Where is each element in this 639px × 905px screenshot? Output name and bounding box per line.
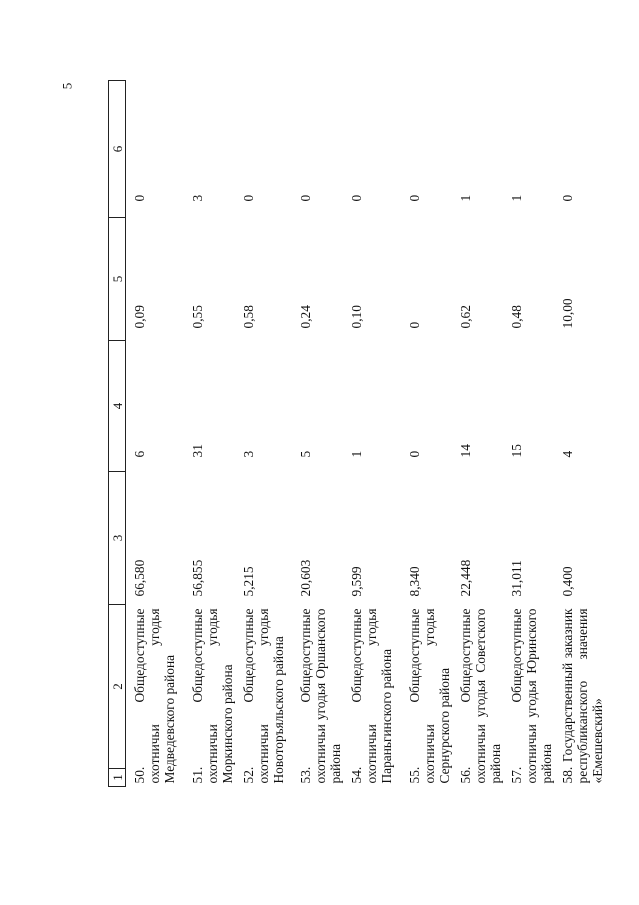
cell-col6: 0 (240, 194, 256, 202)
cell-col5: 0 (406, 321, 422, 329)
cell-col5: 0,62 (457, 305, 473, 329)
row-index: 54. (348, 766, 364, 784)
cell-col6: 0 (297, 194, 313, 202)
table-row (126, 81, 184, 787)
row-name: Общедоступные охотничьи угодья Параньгинского района (348, 608, 394, 784)
cell-col6: 0 (348, 194, 364, 202)
cell-col4: 3 (240, 450, 256, 458)
cell-col4: 14 (457, 444, 473, 458)
table-row (503, 81, 554, 787)
row-name: Государственный заказник республиканского значения «Емешевский» (559, 608, 605, 784)
cell-col4: 31 (189, 444, 205, 458)
cell-col6: 0 (559, 194, 575, 202)
cell-col5: 0,10 (348, 305, 364, 329)
cell-col3: 31,011 (508, 560, 524, 597)
cell-col3: 20,603 (297, 559, 313, 597)
row-index: 57. (508, 766, 524, 784)
table-row (343, 81, 401, 787)
cell-col4: 0 (406, 450, 422, 458)
table-row (235, 81, 292, 787)
column-header-3: 3 (109, 472, 126, 605)
table-row (292, 81, 343, 787)
page-number: 5 (59, 82, 75, 90)
row-name: Общедоступные охотничьи угодья Советского района (457, 608, 503, 784)
row-index: 53. (297, 766, 313, 784)
row-name: Общедоступные охотничьи угодья Оршанского района (297, 608, 343, 784)
row-index: 56. (457, 766, 473, 784)
cell-col3: 9,599 (348, 566, 364, 597)
column-header-2: 2 (109, 605, 126, 769)
cell-col3: 66,580 (132, 559, 147, 597)
cell-col3: 56,855 (189, 559, 205, 597)
cell-col6: 0 (406, 194, 422, 202)
cell-col4: 6 (132, 450, 147, 458)
row-index: 51. (189, 766, 205, 784)
row-name: Общедоступные охотничьи угодья Моркинского района (189, 608, 235, 784)
cell-col5: 0,09 (132, 305, 147, 329)
column-header-1: 1 (109, 769, 126, 787)
row-index: 55. (406, 766, 422, 784)
row-name: Общедоступные охотничьи угодья Новоторъяльского района (240, 608, 286, 784)
cell-col3: 0,400 (559, 566, 575, 597)
rotated-table-container (108, 87, 618, 787)
cell-col5: 0,48 (508, 305, 524, 329)
table-row (401, 81, 452, 787)
cell-col6: 1 (508, 194, 524, 202)
cell-col6: 3 (189, 194, 205, 202)
table-row (452, 81, 503, 787)
cell-col4: 1 (348, 450, 364, 458)
cell-col4: 4 (559, 450, 575, 458)
cell-col3: 5,215 (240, 566, 256, 597)
table-row (184, 81, 235, 787)
cell-col3: 8,340 (406, 566, 422, 597)
cell-col5: 0,24 (297, 305, 313, 329)
header-row (109, 81, 126, 787)
row-name: Общедоступные охотничьи угодья Юринского района (508, 608, 554, 784)
cell-col3: 22,448 (457, 559, 473, 597)
cell-col5: 0,58 (240, 305, 256, 329)
row-index: 50. (132, 766, 147, 784)
column-header-5: 5 (109, 218, 126, 341)
table-row (554, 81, 614, 787)
row-name: Общедоступные охотничьи угодья Медведевского района (132, 608, 177, 784)
cell-col6: 0 (132, 194, 147, 202)
column-header-4: 4 (109, 341, 126, 472)
cell-col6: 1 (457, 194, 473, 202)
data-table (108, 80, 614, 787)
row-index: 52. (240, 766, 256, 784)
row-name: Общедоступные охотничьи угодья Сернурского района (406, 608, 452, 784)
column-header-6: 6 (109, 81, 126, 218)
cell-col5: 10,00 (559, 298, 575, 329)
row-index: 58. (559, 766, 575, 784)
cell-col4: 5 (297, 450, 313, 458)
cell-col5: 0,55 (189, 305, 205, 329)
cell-col4: 15 (508, 444, 524, 458)
